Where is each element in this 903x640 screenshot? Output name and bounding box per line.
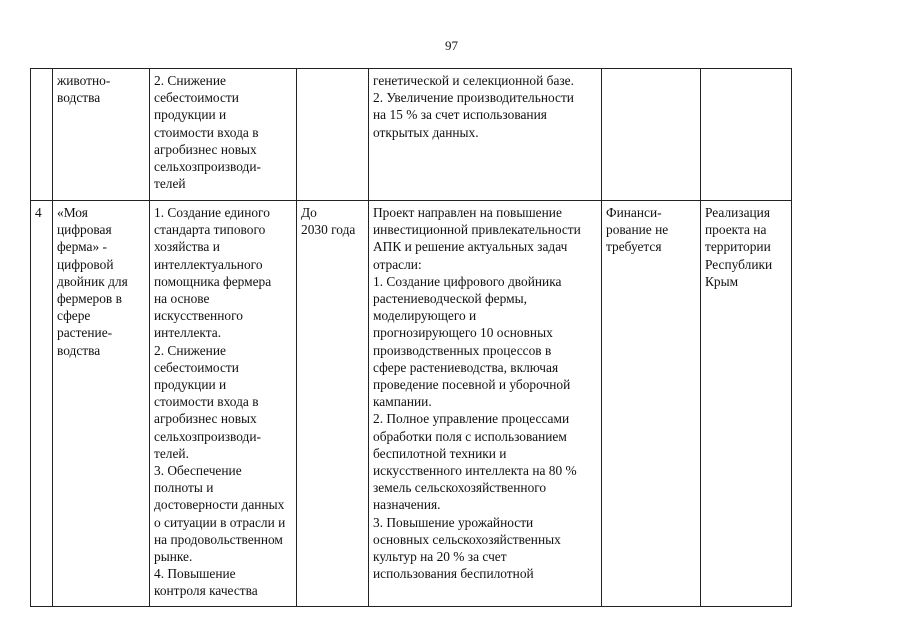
projects-table bbox=[30, 68, 792, 607]
cell-goals: 2. Снижение себестоимости продукции и стоимости входа в агробизнес новых сельхозпроизводи- телей bbox=[150, 69, 297, 201]
cell-goals: 1. Создание единого стандарта типового хозяйства и интеллектуального помощника фермера на основе искусственного интеллекта. 2. Снижение себестоимости продукции и стоимости входа в агробизнес новых сельхозпроизводи- телей. 3. Обеспечение полноты и достоверности данных о ситуации в отрасли и на продовольственном рынке. 4. Повышение контроля качества bbox=[150, 201, 297, 607]
cell-financing bbox=[602, 69, 701, 201]
cell-term: До 2030 года bbox=[297, 201, 369, 607]
cell-description: Проект направлен на повышение инвестиционной привлекательности АПК и решение актуальных задач отрасли: 1. Создание цифрового двойника растениеводческой фермы, моделирующего и прогнозирующего 10 основных производственных процессов в сфере растениеводства, включая проведение посевной и уборочной кампании. 2. Полное управление процессами обработки поля с использованием беспилотной техники и искусственного интеллекта на 80 % земель сельскохозяйственного назначения. 3. Повышение урожайности основных сельскохозяйственных культур на 20 % за счет использования беспилотной bbox=[369, 201, 602, 607]
cell-financing: Финанси- рование не требуется bbox=[602, 201, 701, 607]
table-row bbox=[31, 201, 792, 607]
cell-term bbox=[297, 69, 369, 201]
cell-description: генетической и селекционной базе. 2. Увеличение производительности на 15 % за счет использования открытых данных. bbox=[369, 69, 602, 201]
cell-number: 4 bbox=[31, 201, 53, 607]
cell-number bbox=[31, 69, 53, 201]
table-row bbox=[31, 69, 792, 201]
cell-project-name: «Моя цифровая ферма» - цифровой двойник для фермеров в сфере растение- водства bbox=[53, 201, 150, 607]
cell-project-name: животно- водства bbox=[53, 69, 150, 201]
cell-notes: Реализация проекта на территории Республики Крым bbox=[701, 201, 792, 607]
page-number: 97 bbox=[445, 38, 458, 53]
cell-notes bbox=[701, 69, 792, 201]
